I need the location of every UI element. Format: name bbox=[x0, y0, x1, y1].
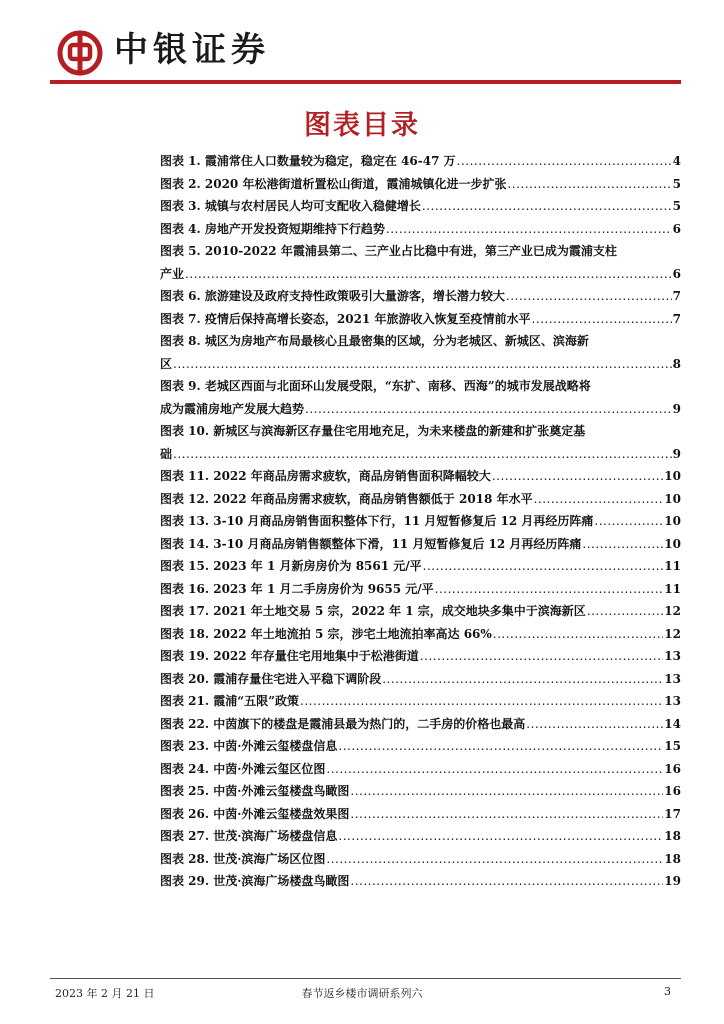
toc-entry-page: 7 bbox=[672, 311, 681, 326]
toc-leader-dots bbox=[173, 443, 672, 466]
toc-entry[interactable] bbox=[160, 173, 681, 196]
toc-entry-title: 图表 24. 中茵·外滩云玺区位图 bbox=[160, 761, 326, 776]
toc-entry-title: 图表 16. 2023 年 1 月二手房房价为 9655 元/平 bbox=[160, 581, 434, 596]
toc-entry[interactable] bbox=[160, 713, 681, 736]
toc-entry-title: 区 bbox=[160, 356, 173, 371]
toc-entry-page: 18 bbox=[664, 851, 681, 866]
toc-entry-page: 17 bbox=[664, 806, 681, 821]
page-title: 图表目录 bbox=[304, 110, 420, 141]
toc-entry-title: 图表 10. 新城区与滨海新区存量住宅用地充足，为未来楼盘的新建和扩张奠定基 bbox=[160, 424, 586, 438]
toc-entry[interactable] bbox=[160, 510, 681, 533]
toc-leader-dots bbox=[457, 150, 672, 173]
toc-entry-page: 18 bbox=[664, 829, 681, 843]
toc-entry-title: 图表 18. 2022 年土地流拍 5 宗，涉宅土地流拍率高达 66% bbox=[160, 626, 492, 641]
toc-entry-page: 8 bbox=[672, 356, 681, 371]
toc-entry-title: 图表 20. 霞浦存量住宅进入平稳下调阶段 bbox=[160, 671, 382, 686]
toc-entry-title: 产业 bbox=[160, 266, 185, 281]
toc-entry[interactable] bbox=[160, 690, 681, 713]
toc-entry-title: 成为霞浦房地产发展大趋势 bbox=[160, 401, 305, 416]
toc-entry[interactable] bbox=[160, 240, 681, 285]
toc-entry[interactable] bbox=[160, 848, 681, 871]
toc-entry-title: 图表 28. 世茂·滨海广场区位图 bbox=[160, 851, 326, 866]
toc-entry-page: 10 bbox=[664, 536, 681, 551]
toc-entry[interactable] bbox=[160, 308, 681, 331]
toc-entry-title: 图表 4. 房地产开发投资短期维持下行趋势 bbox=[160, 221, 385, 236]
toc-entry-page: 10 bbox=[664, 514, 681, 528]
brand-name: 中银证券 bbox=[114, 30, 270, 70]
toc-entry-page: 9 bbox=[672, 446, 681, 461]
toc-leader-dots bbox=[350, 780, 663, 803]
toc-leader-dots bbox=[420, 645, 663, 668]
toc-leader-dots bbox=[587, 600, 663, 623]
toc-entry-title: 图表 23. 中茵·外滩云玺楼盘信息 bbox=[160, 739, 338, 753]
toc-leader-dots bbox=[506, 285, 672, 308]
toc-leader-dots bbox=[300, 690, 663, 713]
toc-entry[interactable] bbox=[160, 533, 681, 556]
toc-leader-dots bbox=[492, 465, 663, 488]
toc-leader-dots bbox=[435, 578, 664, 601]
toc-entry[interactable] bbox=[160, 150, 681, 173]
toc-leader-dots bbox=[594, 510, 663, 533]
toc-entry-title: 图表 21. 霞浦“五限”政策 bbox=[160, 694, 300, 708]
toc-entry[interactable] bbox=[160, 825, 681, 848]
toc-entry-page: 6 bbox=[672, 221, 681, 236]
toc-entry-page: 15 bbox=[664, 739, 681, 753]
toc-entry-title: 图表 27. 世茂·滨海广场楼盘信息 bbox=[160, 829, 338, 843]
toc-entry-title: 图表 14. 3-10 月商品房销售额整体下滑，11 月短暂修复后 12 月再经历阵痛 bbox=[160, 536, 582, 551]
toc-entry-page: 4 bbox=[672, 154, 681, 168]
toc-leader-dots bbox=[382, 668, 663, 691]
toc-entry[interactable] bbox=[160, 623, 681, 646]
toc-entry-page: 13 bbox=[664, 649, 681, 663]
toc-entry[interactable] bbox=[160, 285, 681, 308]
toc-entry-page: 12 bbox=[664, 626, 681, 641]
toc-entry-title: 图表 13. 3-10 月商品房销售面积整体下行，11 月短暂修复后 12 月再经历阵痛 bbox=[160, 514, 594, 528]
toc-entry-page: 5 bbox=[672, 176, 681, 191]
toc-entry-title: 图表 8. 城区为房地产布局最核心且最密集的区域，分为老城区、新城区、滨海新 bbox=[160, 334, 589, 348]
header-rule bbox=[50, 80, 681, 84]
toc-entry-page: 19 bbox=[664, 874, 681, 888]
toc-entry-title: 图表 17. 2021 年土地交易 5 宗，2022 年 1 宗，成交地块多集中于滨海新区 bbox=[160, 604, 586, 618]
toc-leader-dots bbox=[531, 308, 671, 331]
toc-leader-dots bbox=[350, 870, 663, 893]
toc-entry[interactable] bbox=[160, 668, 681, 691]
toc-entry-title: 图表 3. 城镇与农村居民人均可支配收入稳健增长 bbox=[160, 199, 421, 213]
toc-entry-title: 图表 11. 2022 年商品房需求疲软，商品房销售面积降幅较大 bbox=[160, 469, 491, 483]
toc-entry-page: 11 bbox=[664, 559, 681, 573]
toc-entry-title: 图表 29. 世茂·滨海广场楼盘鸟瞰图 bbox=[160, 874, 350, 888]
toc-entry-page: 16 bbox=[664, 761, 681, 776]
toc-entry-title: 图表 12. 2022 年商品房需求疲软，商品房销售额低于 2018 年水平 bbox=[160, 491, 533, 506]
toc-leader-dots bbox=[526, 713, 663, 736]
toc-leader-dots bbox=[534, 488, 664, 511]
toc-leader-dots bbox=[326, 848, 663, 871]
toc-entry-title: 础 bbox=[160, 446, 173, 461]
toc-entry[interactable] bbox=[160, 488, 681, 511]
toc-entry-page: 10 bbox=[664, 469, 681, 483]
toc-entry[interactable] bbox=[160, 870, 681, 893]
toc-leader-dots bbox=[326, 758, 663, 781]
toc-entry-page: 9 bbox=[672, 401, 681, 416]
footer-series-title: 春节返乡楼市调研系列六 bbox=[301, 987, 423, 1000]
toc-entry[interactable] bbox=[160, 758, 681, 781]
footer-rule bbox=[50, 978, 681, 979]
toc-entry-title: 图表 22. 中茵旗下的楼盘是霞浦县最为热门的，二手房的价格也最高 bbox=[160, 716, 526, 731]
toc-entry-title: 图表 9. 老城区西面与北面环山发展受限，“东扩、南移、西海”的城市发展战略将 bbox=[160, 379, 591, 393]
toc-entry[interactable] bbox=[160, 578, 681, 601]
toc-entry[interactable] bbox=[160, 600, 681, 623]
footer-date: 2023 年 2 月 21 日 bbox=[55, 987, 155, 1000]
toc-leader-dots bbox=[305, 398, 672, 421]
toc-entry-page: 12 bbox=[664, 604, 681, 618]
toc-entry-page: 5 bbox=[672, 199, 681, 213]
toc-entry-title: 图表 25. 中茵·外滩云玺楼盘鸟瞰图 bbox=[160, 784, 350, 798]
toc-leader-dots bbox=[338, 735, 663, 758]
toc-entry-title: 图表 6. 旅游建设及政府支持性政策吸引大量游客，增长潜力较大 bbox=[160, 289, 505, 303]
toc-entry[interactable] bbox=[160, 555, 681, 578]
toc-entry-page: 7 bbox=[672, 289, 681, 303]
toc-entry-title: 图表 15. 2023 年 1 月新房房价为 8561 元/平 bbox=[160, 559, 422, 573]
toc-entry-page: 13 bbox=[664, 694, 681, 708]
toc-entry[interactable] bbox=[160, 735, 681, 758]
toc-entry[interactable] bbox=[160, 420, 681, 465]
toc-entry-title: 图表 2. 2020 年松港街道析置松山街道，霞浦城镇化进一步扩张 bbox=[160, 176, 507, 191]
toc-leader-dots bbox=[582, 533, 663, 556]
toc-entry-title: 图表 5. 2010-2022 年霞浦县第二、三产业占比稳中有进，第三产业已成为霞浦支柱 bbox=[160, 244, 617, 258]
toc-leader-dots bbox=[507, 173, 671, 196]
footer-page-number: 3 bbox=[664, 985, 671, 998]
toc-entry[interactable] bbox=[160, 218, 681, 241]
toc-entry[interactable] bbox=[160, 375, 681, 420]
toc-entry[interactable] bbox=[160, 465, 681, 488]
toc-entry-page: 6 bbox=[672, 266, 681, 281]
toc-entry[interactable] bbox=[160, 645, 681, 668]
toc-leader-dots bbox=[338, 825, 663, 848]
toc-entry-title: 图表 7. 疫情后保持高增长姿态，2021 年旅游收入恢复至疫情前水平 bbox=[160, 311, 531, 326]
toc-leader-dots bbox=[493, 623, 664, 646]
table-of-figures bbox=[160, 150, 681, 893]
toc-entry-title: 图表 26. 中茵·外滩云玺楼盘效果图 bbox=[160, 806, 350, 821]
toc-leader-dots bbox=[185, 263, 672, 286]
toc-leader-dots bbox=[173, 353, 672, 376]
toc-entry-page: 10 bbox=[664, 491, 681, 506]
toc-leader-dots bbox=[386, 218, 672, 241]
toc-leader-dots bbox=[350, 803, 663, 826]
toc-entry-title: 图表 19. 2022 年存量住宅用地集中于松港街道 bbox=[160, 649, 419, 663]
toc-leader-dots bbox=[423, 555, 664, 578]
toc-entry-page: 14 bbox=[664, 716, 681, 731]
toc-entry[interactable] bbox=[160, 195, 681, 218]
bank-of-china-logo-icon bbox=[57, 30, 103, 76]
toc-entry-page: 11 bbox=[664, 581, 681, 596]
toc-entry-title: 图表 1. 霞浦常住人口数量较为稳定，稳定在 46-47 万 bbox=[160, 154, 456, 168]
toc-entry[interactable] bbox=[160, 330, 681, 375]
toc-entry-page: 13 bbox=[664, 671, 681, 686]
toc-entry[interactable] bbox=[160, 803, 681, 826]
toc-entry[interactable] bbox=[160, 780, 681, 803]
toc-entry-page: 16 bbox=[664, 784, 681, 798]
toc-leader-dots bbox=[422, 195, 672, 218]
